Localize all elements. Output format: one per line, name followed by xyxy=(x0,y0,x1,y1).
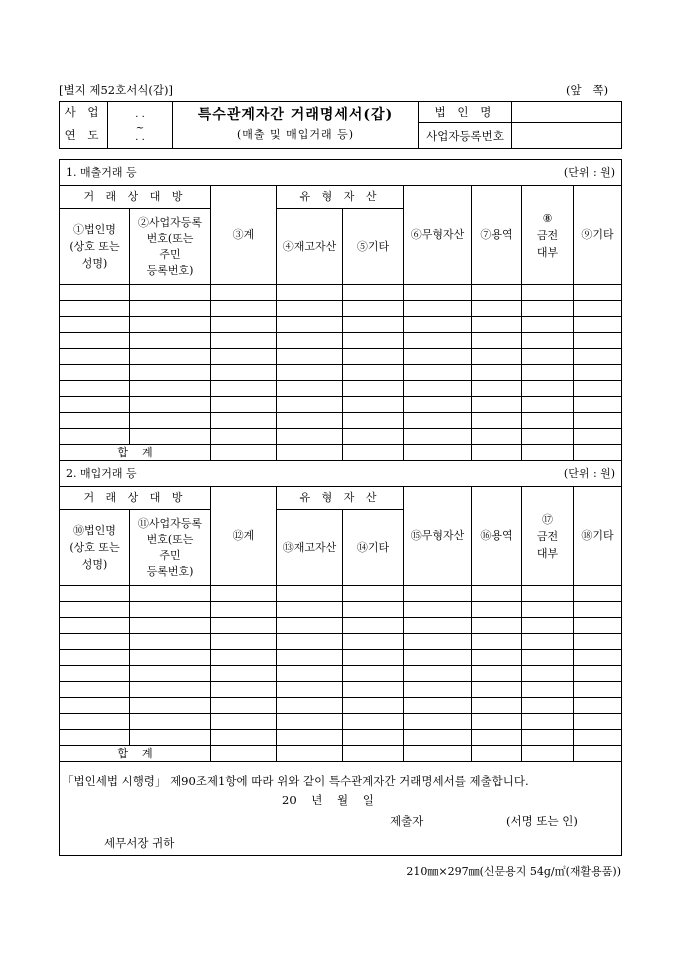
section2-total-intangible[interactable] xyxy=(404,746,472,762)
table-row[interactable] xyxy=(60,698,622,714)
business-year-end-date[interactable] xyxy=(108,123,173,149)
section2-col-other-tangible: ⑭기타 xyxy=(343,510,404,586)
page-title: 특수관계자간 거래명세서(갑) xyxy=(197,107,394,123)
s2-reg-2: 번호(또는 xyxy=(146,532,194,546)
s2-corp-3: 성명) xyxy=(81,558,108,571)
section2-col-other: ⑱기타 xyxy=(574,487,622,586)
table-row[interactable] xyxy=(60,666,622,682)
s1-corp-3: 성명) xyxy=(81,257,108,270)
table-row[interactable] xyxy=(60,602,622,618)
s2-reg-1: ⑪사업자등록 xyxy=(137,516,203,530)
paper-spec: 210㎜×297㎜(신문용지 54g/㎡(재활용품)) xyxy=(406,865,621,878)
section2-loan-num: ⑰ xyxy=(542,512,553,526)
table-row[interactable] xyxy=(60,381,622,397)
biz-reg-label: 사업자등록번호 xyxy=(419,123,512,149)
business-year-start-date[interactable]: · · xyxy=(108,102,173,123)
s1-reg-4: 등록번호) xyxy=(146,263,194,277)
section1-total-row xyxy=(60,445,622,461)
table-row[interactable] xyxy=(60,349,622,365)
section2-loan-2: 대부 xyxy=(536,546,559,560)
section1-total-sum[interactable] xyxy=(211,445,277,461)
footer-row xyxy=(60,762,622,856)
date-tilde: ~ xyxy=(135,123,145,135)
section2-col-corp-name xyxy=(60,510,130,586)
s2-corp-1: ⑩법인명 xyxy=(73,524,116,537)
section2-loan-1: 금전 xyxy=(536,529,559,543)
table-row[interactable] xyxy=(60,317,622,333)
s1-corp-2: (상호 또는 xyxy=(69,240,120,253)
section2-col-service: ⑯용역 xyxy=(472,487,522,586)
form-id: [별지 제52호서식(갑)] xyxy=(59,83,173,97)
section2-title: 2. 매입거래 등 xyxy=(66,466,137,480)
table-row[interactable] xyxy=(60,730,622,746)
section1-col-inventory: ④재고자산 xyxy=(277,209,343,285)
section1-col-intangible: ⑥무형자산 xyxy=(404,186,472,285)
s2-reg-3: 주민 xyxy=(159,548,181,562)
section2-total-other[interactable] xyxy=(574,746,622,762)
section2-total-label: 합 계 xyxy=(60,746,211,762)
section1-unit: (단위 : 원) xyxy=(563,165,616,179)
table-row[interactable] xyxy=(60,301,622,317)
section2-tangible-header: 유 형 자 산 xyxy=(277,487,404,510)
s1-reg-3: 주민 xyxy=(159,247,181,261)
section1-title: 1. 매출거래 등 xyxy=(66,165,137,179)
main-table xyxy=(59,159,622,856)
section2-col-intangible: ⑮무형자산 xyxy=(404,487,472,586)
table-row[interactable] xyxy=(60,413,622,429)
section2-col-inventory: ⑬재고자산 xyxy=(277,510,343,586)
page-side: (앞 쪽) xyxy=(566,83,609,97)
page-subtitle: (매출 및 매입거래 등) xyxy=(236,128,355,141)
section1-total-inventory[interactable] xyxy=(277,445,343,461)
s1-corp-1: ①법인명 xyxy=(73,223,116,236)
footer-cell xyxy=(60,762,622,856)
table-row[interactable] xyxy=(60,618,622,634)
table-row[interactable] xyxy=(60,429,622,445)
section1-data-rows xyxy=(60,285,622,445)
corp-name-label: 법 인 명 xyxy=(419,102,512,123)
footer-signature[interactable]: (서명 또는 인) xyxy=(506,814,578,828)
section1-total-intangible[interactable] xyxy=(404,445,472,461)
footer-submitter: 제출자 xyxy=(390,814,424,828)
section1-title-row xyxy=(60,160,622,186)
section1-col-total: ③계 xyxy=(211,186,277,285)
section1-col-reg-no xyxy=(130,209,211,285)
section1-tangible-header: 유 형 자 산 xyxy=(277,186,404,209)
footer-statement: 「법인세법 시행령」 제90조제1항에 따라 위와 같이 특수관계자간 거래명세서를 제출합니다. xyxy=(62,774,529,788)
table-row[interactable] xyxy=(60,285,622,301)
section2-total-inventory[interactable] xyxy=(277,746,343,762)
section2-total-other-tangible[interactable] xyxy=(343,746,404,762)
section1-total-service[interactable] xyxy=(472,445,522,461)
header-table xyxy=(59,101,622,149)
s2-reg-4: 등록번호) xyxy=(146,564,194,578)
table-row[interactable] xyxy=(60,397,622,413)
section1-col-other-tangible: ⑤기타 xyxy=(343,209,404,285)
s1-reg-1: ②사업자등록 xyxy=(137,215,203,229)
section1-total-other-tangible[interactable] xyxy=(343,445,404,461)
section1-total-loan[interactable] xyxy=(522,445,574,461)
section2-col-reg-no xyxy=(130,510,211,586)
section1-counterparty-header: 거 래 상 대 방 xyxy=(60,186,211,209)
section2-total-sum[interactable] xyxy=(211,746,277,762)
table-row[interactable] xyxy=(60,365,622,381)
section2-total-loan[interactable] xyxy=(522,746,574,762)
footer-date-line[interactable]: 20 년 월 일 xyxy=(282,793,374,807)
biz-reg-value[interactable] xyxy=(512,123,622,149)
section1-loan-2: 대부 xyxy=(536,245,559,259)
section1-col-service: ⑦용역 xyxy=(472,186,522,285)
section1-col-other: ⑨기타 xyxy=(574,186,622,285)
section1-total-other[interactable] xyxy=(574,445,622,461)
table-row[interactable] xyxy=(60,650,622,666)
table-row[interactable] xyxy=(60,333,622,349)
section2-total-service[interactable] xyxy=(472,746,522,762)
section2-title-row xyxy=(60,461,622,487)
table-row[interactable] xyxy=(60,634,622,650)
section2-unit: (단위 : 원) xyxy=(563,466,616,480)
business-year-label: 사 업 xyxy=(60,102,108,123)
section2-col-total: ⑫계 xyxy=(211,487,277,586)
business-year-label-2: 연 도 xyxy=(60,123,108,149)
section1-col-corp-name xyxy=(60,209,130,285)
table-row[interactable] xyxy=(60,682,622,698)
s2-corp-2: (상호 또는 xyxy=(69,541,120,554)
footer-addressee: 세무서장 귀하 xyxy=(104,836,175,850)
title-cell xyxy=(173,102,419,149)
section1-col-loan xyxy=(522,186,574,285)
section2-counterparty-header: 거 래 상 대 방 xyxy=(60,487,211,510)
section2-total-row xyxy=(60,746,622,762)
date-dots-bottom: · · xyxy=(135,135,145,147)
table-row[interactable] xyxy=(60,714,622,730)
corp-name-value[interactable] xyxy=(512,102,622,123)
section1-loan-1: 금전 xyxy=(536,228,559,242)
section2-data-rows xyxy=(60,586,622,746)
s1-reg-2: 번호(또는 xyxy=(146,231,194,245)
section1-loan-num: ⑧ xyxy=(542,211,553,225)
section1-total-label: 합 계 xyxy=(60,445,211,461)
table-row[interactable] xyxy=(60,586,622,602)
section2-col-loan xyxy=(522,487,574,586)
